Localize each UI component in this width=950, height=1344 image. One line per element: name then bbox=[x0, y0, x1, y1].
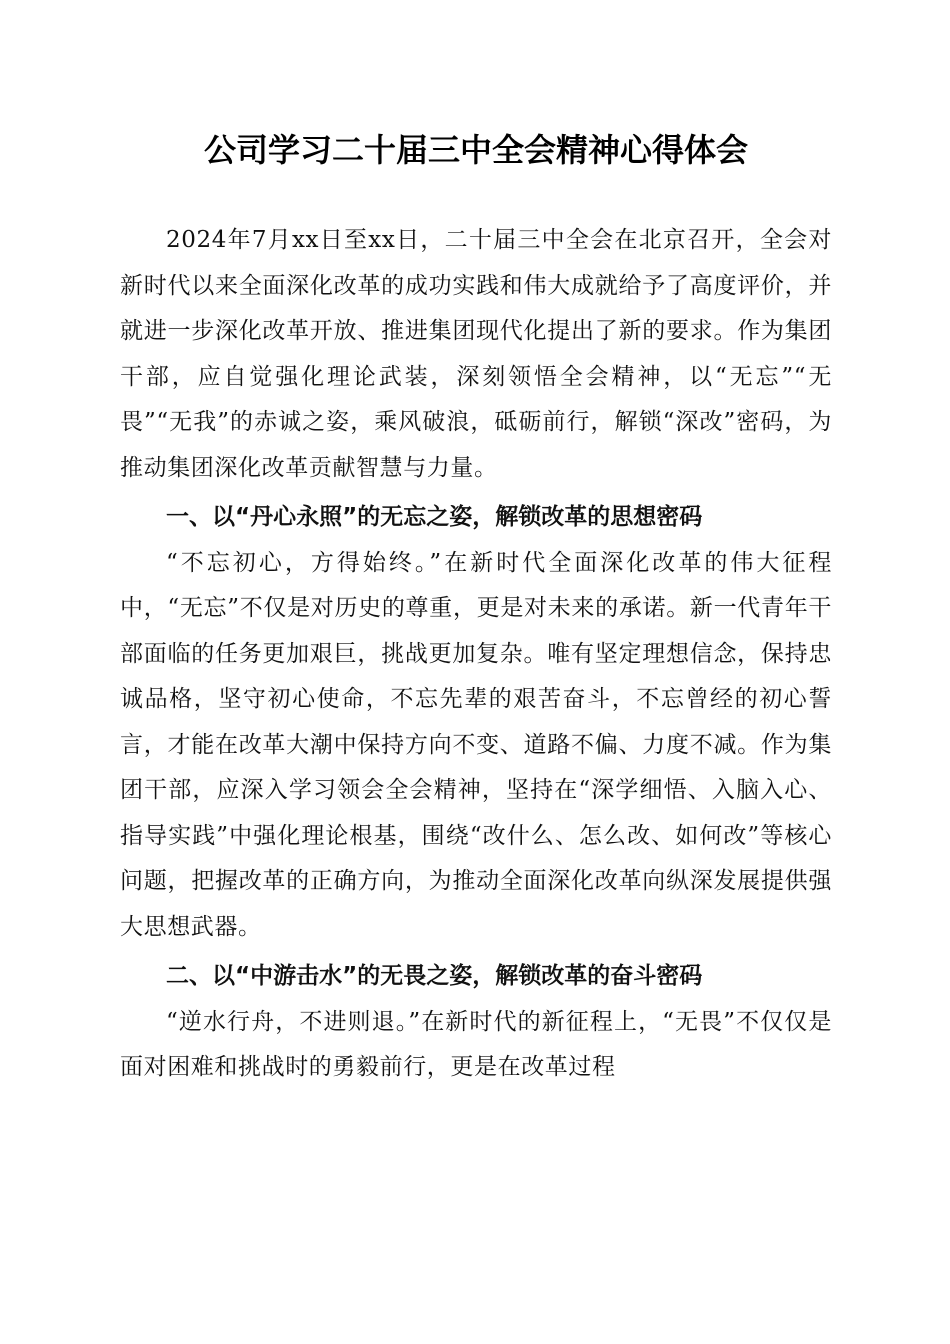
intro-paragraph: 2024年7月xx日至xx日，二十届三中全会在北京召开，全会对新时代以来全面深化改革的成功实践和伟大成就给予了高度评价，并就进一步深化改革开放、推进集团现代化提出了新的要求。作为集团干部，应自觉强化理论武装，深刻领悟全会精神，以“无忘”“无畏”“无我”的赤诚之姿，乘风破浪，砥砺前行，解锁“深改”密码，为推动集团深化改革贡献智慧与力量。 bbox=[120, 227, 832, 481]
document-page bbox=[120, 130, 832, 1091]
document-title: 公司学习二十届三中全会精神心得体会 bbox=[203, 131, 748, 169]
section-1-body: “不忘初心，方得始终。”在新时代全面深化改革的伟大征程中，“无忘”不仅是对历史的尊重，更是对未来的承诺。新一代青年干部面临的任务更加艰巨，挑战更加复杂。唯有坚定理想信念，保持忠诚品格，坚守初心使命，不忘先辈的艰苦奋斗，不忘曾经的初心誓言，才能在改革大潮中保持方向不变、道路不偏、力度不减。作为集团干部，应深入学习领会全会精神，坚持在“深学细悟、入脑入心、指导实践”中强化理论根基，围绕“改什么、怎么改、如何改”等核心问题，把握改革的正确方向，为推动全面深化改革向纵深发展提供强大思想武器。 bbox=[120, 549, 832, 940]
section-1-heading: 一、以“丹心永照”的无忘之姿，解锁改革的思想密码 bbox=[166, 504, 703, 530]
section-2-heading: 二、以“中游击水”的无畏之姿，解锁改革的奋斗密码 bbox=[166, 963, 703, 989]
section-2-body: “逆水行舟，不进则退。”在新时代的新征程上，“无畏”不仅仅是面对困难和挑战时的勇毅前行，更是在改革过程 bbox=[120, 1008, 832, 1080]
